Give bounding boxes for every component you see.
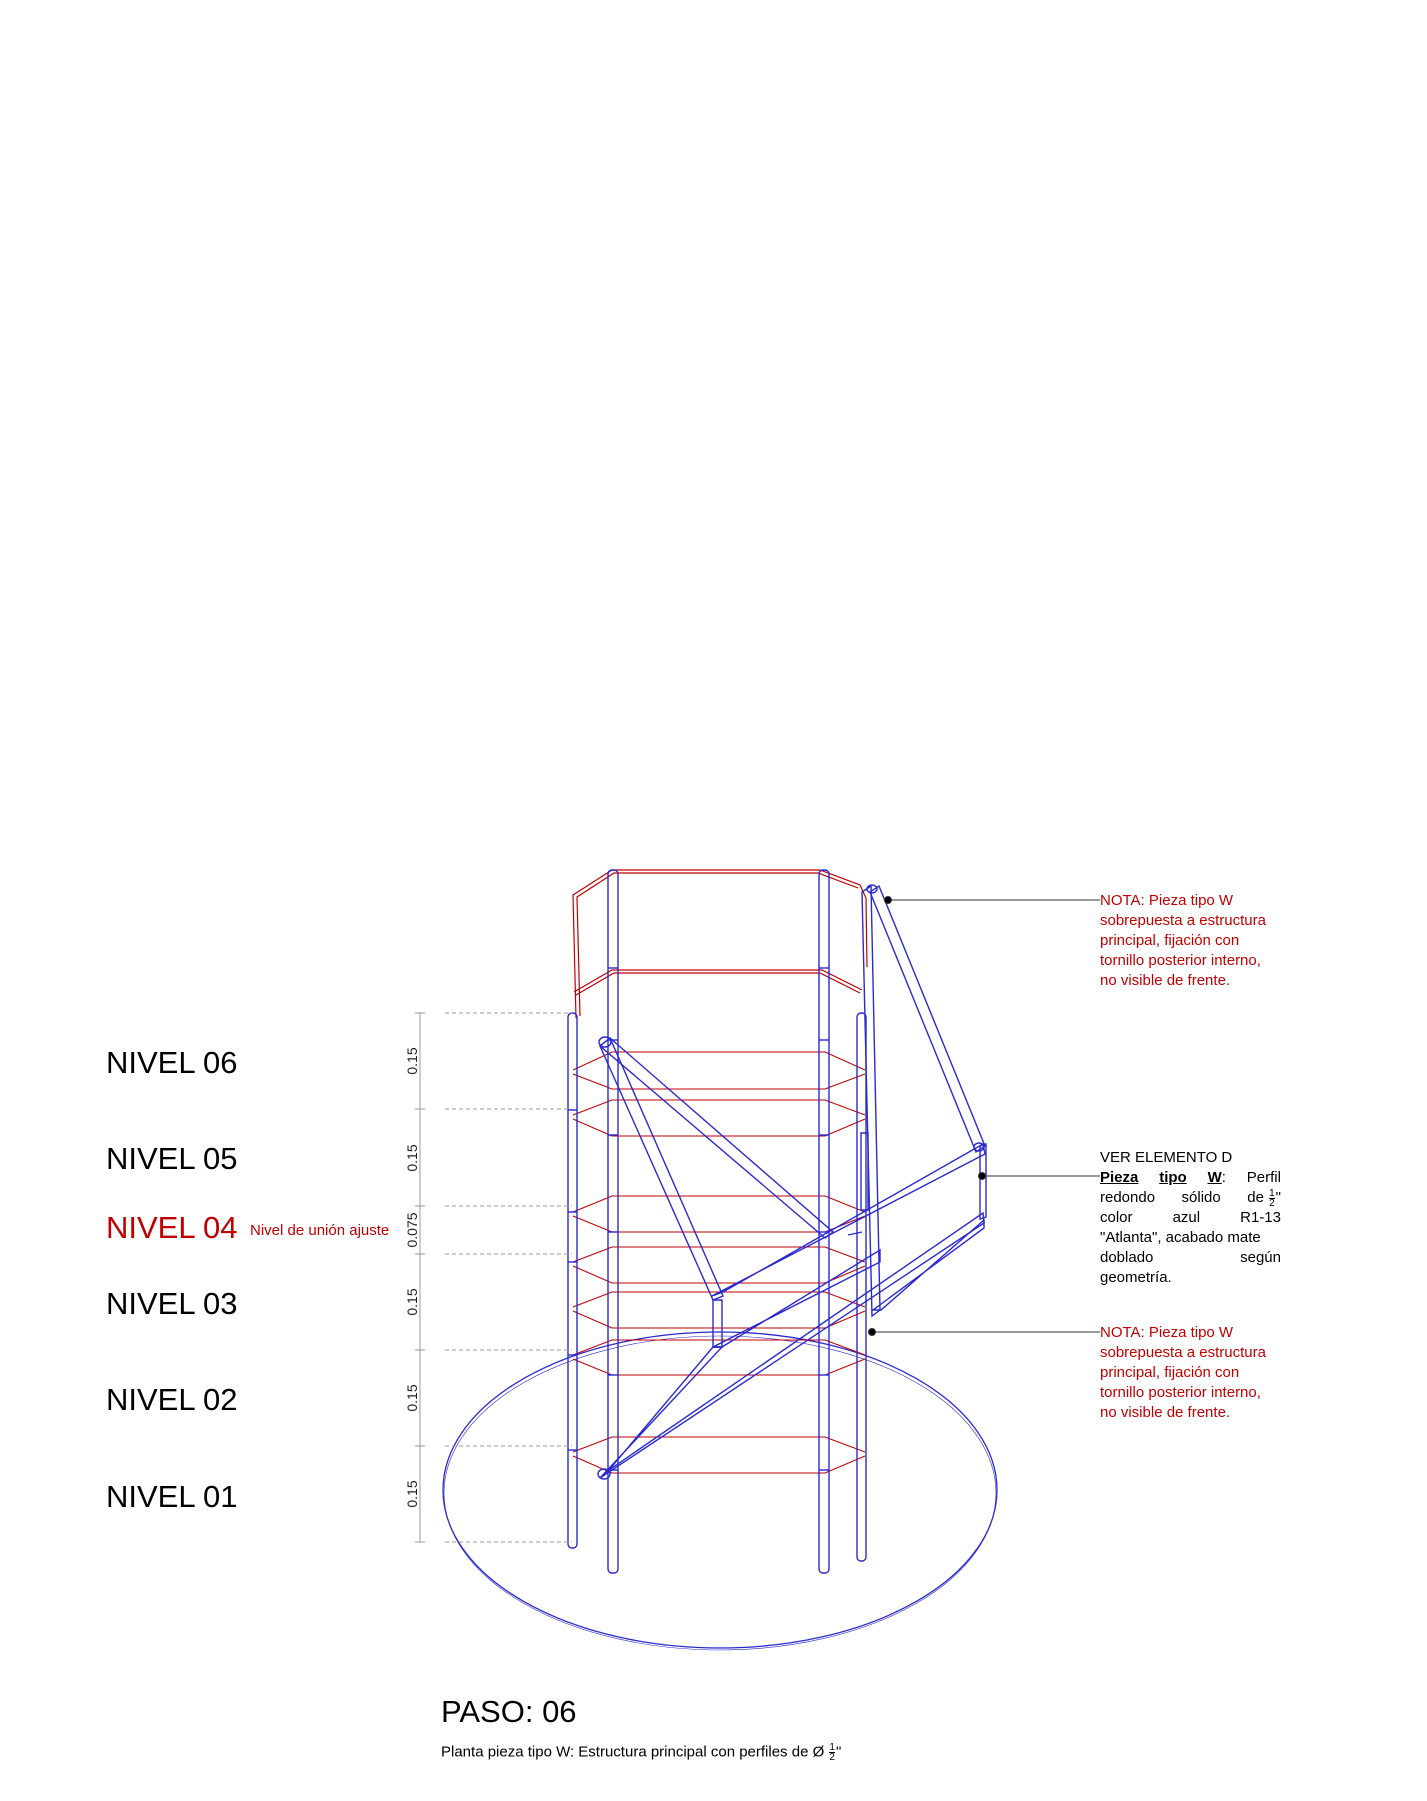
fraction: $\frac{1}{2}$ bbox=[829, 1742, 835, 1763]
leader-lines bbox=[869, 897, 1101, 1336]
spec-word: R1-13 bbox=[1240, 1209, 1281, 1226]
spec-word: color bbox=[1100, 1209, 1133, 1226]
level-label-06: NIVEL 06 bbox=[106, 1045, 238, 1080]
spec-word: doblado bbox=[1100, 1249, 1154, 1266]
note-line: principal, fijación con bbox=[1100, 932, 1240, 949]
spec-line: geometría. bbox=[1100, 1269, 1172, 1286]
spec-word: redondo bbox=[1100, 1189, 1156, 1206]
spec-word: W bbox=[1207, 1169, 1222, 1186]
red-reference-frame bbox=[573, 870, 867, 1018]
spec-word: Pieza bbox=[1100, 1169, 1139, 1186]
spec-word: tipo bbox=[1159, 1169, 1187, 1186]
level-label-03: NIVEL 03 bbox=[106, 1286, 238, 1321]
element-spec bbox=[1100, 1148, 1281, 1288]
spec-word: Perfil bbox=[1246, 1169, 1281, 1186]
note-line: tornillo posterior interno, bbox=[1100, 1384, 1261, 1401]
spec-line: "Atlanta", acabado mate bbox=[1100, 1229, 1261, 1246]
spec-header: VER ELEMENTO D bbox=[1100, 1149, 1233, 1166]
dimension-value: 0.15 bbox=[404, 1144, 420, 1172]
spec-word: azul bbox=[1172, 1209, 1201, 1226]
red-rings bbox=[573, 1052, 865, 1473]
caption-text: Planta pieza tipo W: Estructura principal con perfiles de Ø bbox=[441, 1743, 825, 1761]
fraction: $\frac{1}{2}$ bbox=[1269, 1187, 1275, 1209]
base-ellipse bbox=[443, 1332, 997, 1648]
dimension-value: 0.15 bbox=[404, 1047, 420, 1075]
spec-word: según bbox=[1240, 1249, 1281, 1266]
inch-mark: " bbox=[1275, 1189, 1281, 1206]
note-line: sobrepuesta a estructura bbox=[1100, 912, 1266, 929]
step-title: PASO: 06 bbox=[441, 1694, 577, 1729]
inch-mark: " bbox=[835, 1743, 842, 1761]
level-label-01: NIVEL 01 bbox=[106, 1479, 238, 1514]
level-label-05: NIVEL 05 bbox=[106, 1141, 238, 1176]
dimension-value: 0.15 bbox=[404, 1384, 420, 1412]
spec-colon: : bbox=[1221, 1169, 1226, 1186]
dimension-value: 0.075 bbox=[404, 1212, 420, 1248]
note-bottom bbox=[1100, 1323, 1300, 1423]
dimension-value: 0.15 bbox=[404, 1288, 420, 1316]
dimension-value: 0.15 bbox=[404, 1480, 420, 1508]
spec-word: de bbox=[1247, 1189, 1264, 1206]
note-line: NOTA: Pieza tipo W bbox=[1100, 1324, 1234, 1341]
note-line: no visible de frente. bbox=[1100, 1404, 1231, 1421]
level-label-04: NIVEL 04 bbox=[106, 1210, 238, 1245]
note-line: NOTA: Pieza tipo W bbox=[1100, 892, 1234, 909]
note-line: no visible de frente. bbox=[1100, 972, 1231, 989]
note-line: sobrepuesta a estructura bbox=[1100, 1344, 1266, 1361]
dimension-lines bbox=[445, 1013, 572, 1542]
note-line: principal, fijación con bbox=[1100, 1364, 1240, 1381]
note-line: tornillo posterior interno, bbox=[1100, 952, 1261, 969]
level-label-02: NIVEL 02 bbox=[106, 1382, 238, 1417]
spec-word: sólido bbox=[1181, 1189, 1221, 1206]
note-top bbox=[1100, 891, 1300, 991]
step-caption bbox=[441, 1743, 841, 1762]
adjust-level-note: Nivel de unión ajuste bbox=[250, 1222, 390, 1239]
